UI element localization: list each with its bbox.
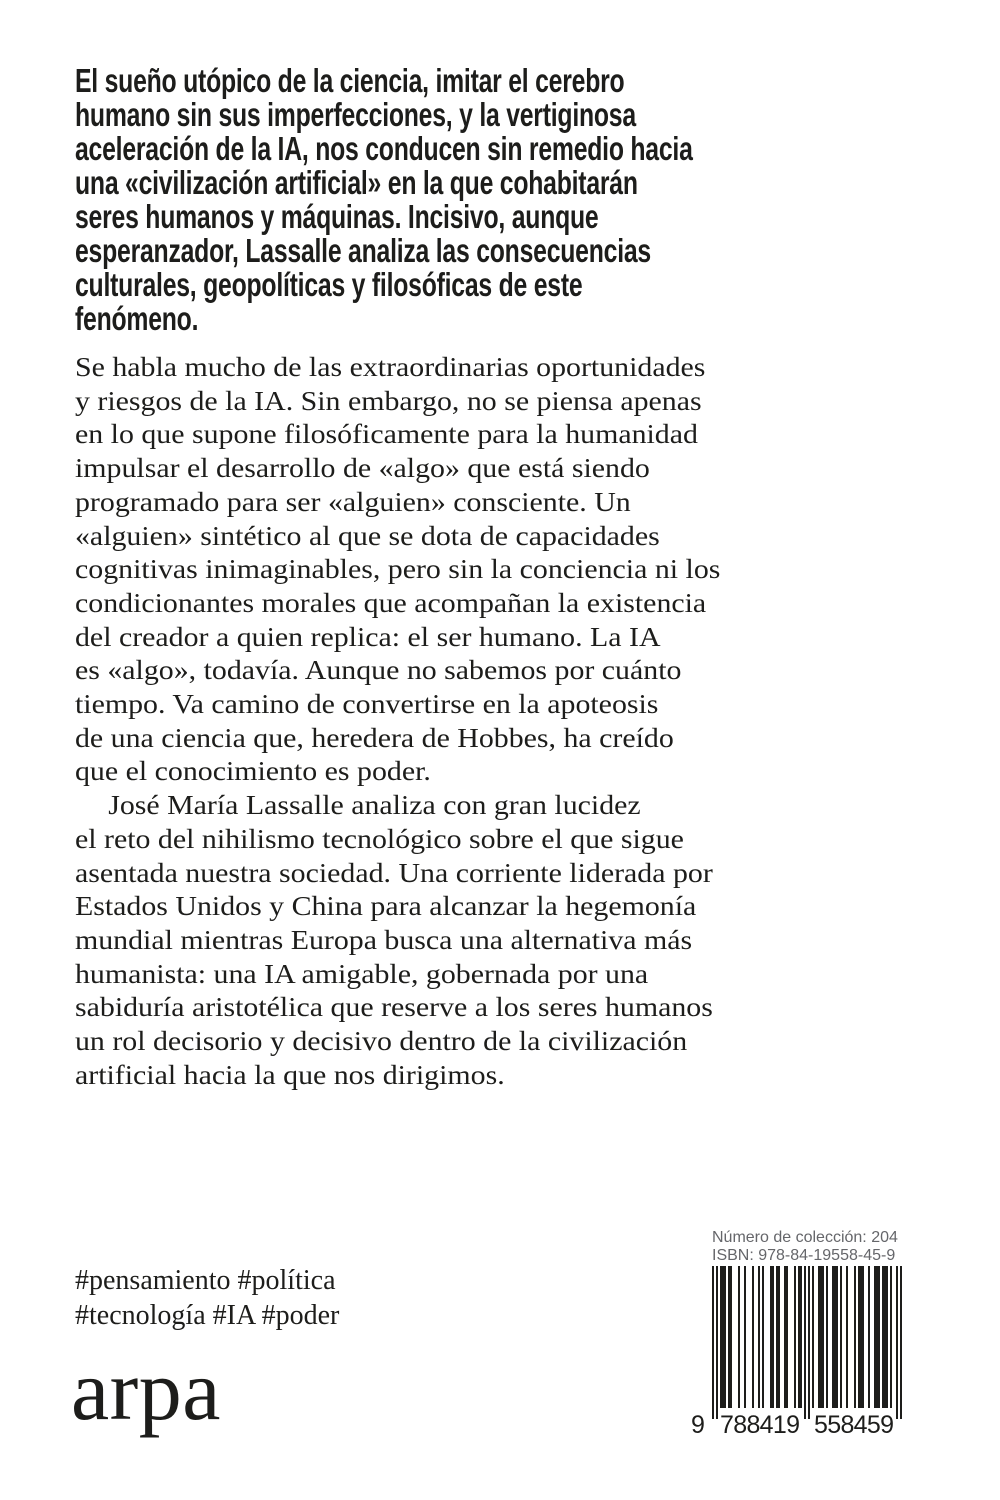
intro-paragraph [75, 64, 693, 336]
text-line: artificial hacia la que nos dirigimos. [75, 1059, 505, 1090]
text-line: una «civilización artificial» en la que cohabitarán [75, 164, 638, 201]
text-line: humano sin sus imperfecciones, y la vertiginosa [75, 96, 636, 133]
barcode-block [688, 1229, 928, 1438]
synopsis-paragraph [75, 789, 720, 1092]
text-line: El sueño utópico de la ciencia, imitar el cerebro [75, 62, 625, 99]
text-line: Se habla mucho de las extraordinarias oportunidades [75, 352, 706, 382]
barcode-digits: 9 [691, 1411, 705, 1438]
text-line: fenómeno. [75, 300, 199, 337]
text-line: Estados Unidos y China para alcanzar la hegemonía [75, 891, 697, 922]
text-line: que el conocimiento es poder. [75, 756, 431, 787]
hashtags [75, 1263, 339, 1333]
text-line: del creador a quien replica: el ser humano. La IA [75, 621, 661, 652]
text-line: humanista: una IA amigable, gobernada por una [75, 958, 649, 989]
text-line: es «algo», todavía. Aunque no sabemos por cuánto [75, 655, 682, 686]
text-line: cognitivas inimaginables, pero sin la conciencia ni los [75, 554, 721, 585]
text-line: seres humanos y máquinas. Incisivo, aunque [75, 198, 599, 235]
text-line: condicionantes morales que acompañan la existencia [75, 587, 707, 618]
text-line: sabiduría aristotélica que reserve a los seres humanos [75, 992, 713, 1023]
text-line: culturales, geopolíticas y filosóficas de este [75, 266, 583, 303]
text-line: impulsar el desarrollo de «algo» que está siendo [75, 453, 650, 484]
text-line: aceleración de la IA, nos conducen sin remedio hacia [75, 130, 693, 167]
barcode-digits: 558459 [814, 1411, 894, 1438]
text-line: #pensamiento #política [75, 1265, 336, 1296]
text-line: y riesgos de la IA. Sin embargo, no se piensa apenas [75, 385, 702, 416]
text-line: #tecnología #IA #poder [75, 1300, 340, 1331]
text-line: «alguien» sintético al que se dota de capacidades [75, 520, 660, 551]
text-line: en lo que supone filosóficamente para la humanidad [75, 419, 698, 450]
text-line: asentada nuestra sociedad. Una corriente liderada por [75, 857, 713, 888]
text-line: tiempo. Va camino de convertirse en la apoteosis [75, 689, 659, 720]
publisher-logo: arpa [71, 1342, 221, 1438]
synopsis-paragraph [75, 351, 720, 789]
text-line: José María Lassalle analiza con gran lucidez [108, 790, 641, 821]
ean13-barcode [688, 1266, 910, 1438]
text-line: un rol decisorio y decisivo dentro de la civilización [75, 1026, 688, 1057]
isbn-label: ISBN: 978-84-19558-45-9 [712, 1246, 896, 1264]
collection-number-label: Número de colección: 204 [712, 1229, 898, 1246]
text-line: de una ciencia que, heredera de Hobbes, ha creído [75, 722, 674, 753]
text-line: mundial mientras Europa busca una alternativa más [75, 924, 693, 955]
text-line: el reto del nihilismo tecnológico sobre el que sigue [75, 823, 684, 854]
synopsis [75, 351, 720, 1092]
text-line: programado para ser «alguien» consciente. Un [75, 486, 631, 517]
barcode-digits: 788419 [720, 1411, 800, 1438]
text-line: esperanzador, Lassalle analiza las consecuencias [75, 232, 651, 269]
